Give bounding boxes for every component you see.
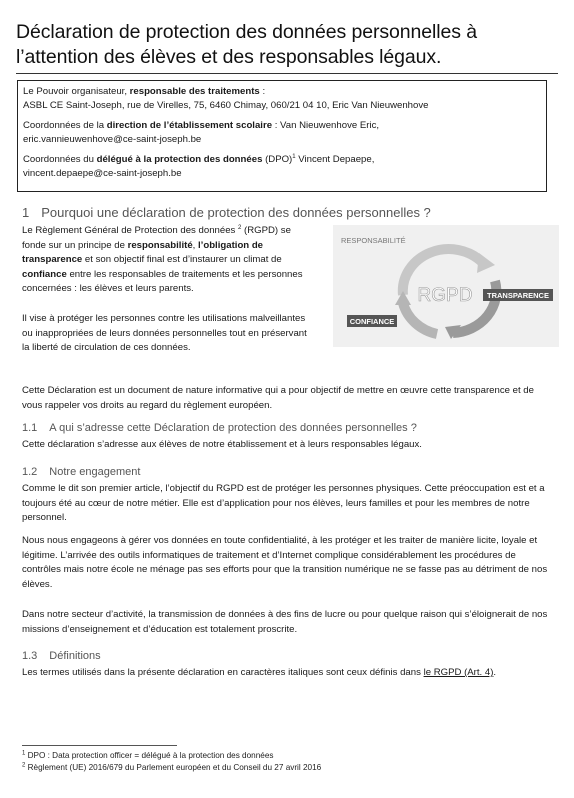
section-1-3-paragraph: Les termes utilisés dans la présente déclaration en caractères italiques sont ceux définis dans le RGPD (Art. 4). [22, 667, 497, 678]
rgpd-cycle-figure [333, 225, 559, 347]
section-1-2-paragraph-3: Dans notre secteur d’activité, la transmission de données à des fins de lucre ou pour quelque raison qui s’éloignerait de nos missions d’enseignement et d’éducation est totalement proscrite. [22, 609, 548, 635]
section-1-2-paragraph-1: Comme le dit son premier article, l’objectif du RGPD est de protéger les personnes physiques. Cette préoccupation est et a toujours été au cœur de notre métier. Elle est d’application pour nos élèves, leurs familles et pour les membres de notre personnel. [22, 483, 545, 523]
dpo-line: Coordonnées du délégué à la protection des données (DPO)$^1$ Vincent Depaepe, [23, 153, 375, 165]
figure-label-rgpd: RGPD [417, 285, 473, 306]
direction-line: Coordonnées de la direction de l’établissement scolaire : Van Nieuwenhove Eric, [23, 120, 380, 131]
section-1-heading: 1 Pourquoi une déclaration de protection des données personnelles ? [22, 205, 431, 220]
rgpd-cycle-diagram [333, 225, 559, 347]
footnote-2: $^2$ Règlement (UE) 2016/679 du Parlement européen et du Conseil du 27 avril 2016 [22, 762, 322, 772]
section-1-1-paragraph: Cette déclaration s’adresse aux élèves de notre établissement et à leurs responsables légaux. [22, 439, 422, 450]
figure-label-transparence: TRANSPARENCE [487, 291, 549, 300]
figure-label-confiance: CONFIANCE [349, 317, 395, 326]
section-1-2-heading: 1.2 Notre engagement [22, 466, 141, 478]
footnote-1: $^1$ DPO : Data protection officer = délégué à la protection des données [22, 750, 274, 760]
section-1-paragraph-2: Il vise à protéger les personnes contre les utilisations malveillantes ou inappropriées de leurs données personnelles tout en préservant la liberté de circulation de ces données. [22, 313, 307, 353]
contact-info-box [17, 80, 547, 192]
controller-line: Le Pouvoir organisateur, responsable des traitements : [23, 86, 266, 97]
dpo-email: vincent.depaepe@ce-saint-joseph.be [23, 167, 182, 179]
figure-label-responsabilite: RESPONSABILITÉ [341, 236, 406, 245]
direction-email: eric.vannieuwenhove@ce-saint-joseph.be [23, 133, 202, 145]
section-1-1-heading: 1.1 A qui s’adresse cette Déclaration de protection des données personnelles ? [22, 422, 417, 434]
footnote-separator [22, 745, 177, 746]
section-1-2-paragraph-2: Nous nous engageons à gérer vos données en toute confidentialité, à les protéger et les traiter de manière licite, loyale et légitime. L’arrivée des outils informatiques de traitement et d’Internet complique considérablement les procédures de contrôles mais notre école ne ménage pas ses efforts pour que la transition numérique ne se fasse pas au détriment de nos élèves. [22, 535, 548, 590]
document-title: Déclaration de protection des données personnelles à l’attention des élèves et des responsables légaux. [16, 21, 477, 68]
section-1-3-heading: 1.3 Définitions [22, 650, 101, 662]
rgpd-article-4-link[interactable]: le RGPD (Art. 4) [423, 667, 494, 678]
title-underline [16, 73, 558, 74]
controller-address: ASBL CE Saint-Joseph, rue de Virelles, 75, 6460 Chimay, 060/21 04 10, Eric Van Nieuwenhove [23, 99, 429, 111]
section-1-paragraph-3: Cette Déclaration est un document de nature informative qui a pour objectif de mettre en œuvre cette transparence et de vous rappeler vos droits au regard du règlement européen. [22, 385, 534, 411]
section-1-paragraph-1: Le Règlement Général de Protection des données $^2$ (RGPD) se fonde sur un principe de responsabilité, l’obligation de transparence et son objectif final est d’instaurer un climat de confiance entre les responsables de traitements et les personnes concernées : les élèves et leurs parents. [22, 224, 303, 294]
